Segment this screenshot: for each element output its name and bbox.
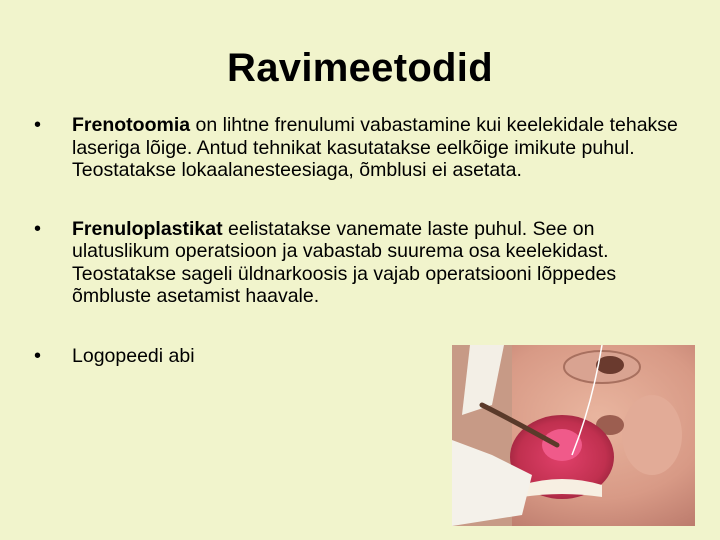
bullet-text: eelistatakse vanemate laste puhul. See on ulatuslikum operatsioon ja vabastab suurema osa keelekidast. Teostatakse sageli üldnarkoosis ja vajab operatsiooni lõppedes õmbluste asetamist haavale. <box>72 217 617 307</box>
slide-title: Ravimeetodid <box>227 46 493 90</box>
cheek <box>622 395 682 475</box>
procedure-photo <box>452 345 695 526</box>
bullet-term: Frenotoomia <box>72 114 191 136</box>
bullet-term: Frenuloplastikat <box>72 217 223 240</box>
bullet-dot-icon: • <box>34 344 42 367</box>
bullet-dot-icon: • <box>34 217 42 240</box>
procedure-photo-illustration <box>452 345 695 526</box>
bullet-item-frenuloplasty <box>34 218 694 308</box>
bullet-text: Logopeedi abi <box>72 344 195 367</box>
bullet-list <box>34 114 694 367</box>
bullet-item-frenotomy <box>34 114 694 182</box>
bullet-dot-icon: • <box>34 114 42 136</box>
bullet-text: on lihtne frenulumi vabastamine kui keelekidale tehakse laseriga lõige. Antud tehnikat kasutatakse eelkõige imikute puhul. Teostatakse lokaalanesteesiaga, õmblusi ei asetata. <box>72 114 678 181</box>
